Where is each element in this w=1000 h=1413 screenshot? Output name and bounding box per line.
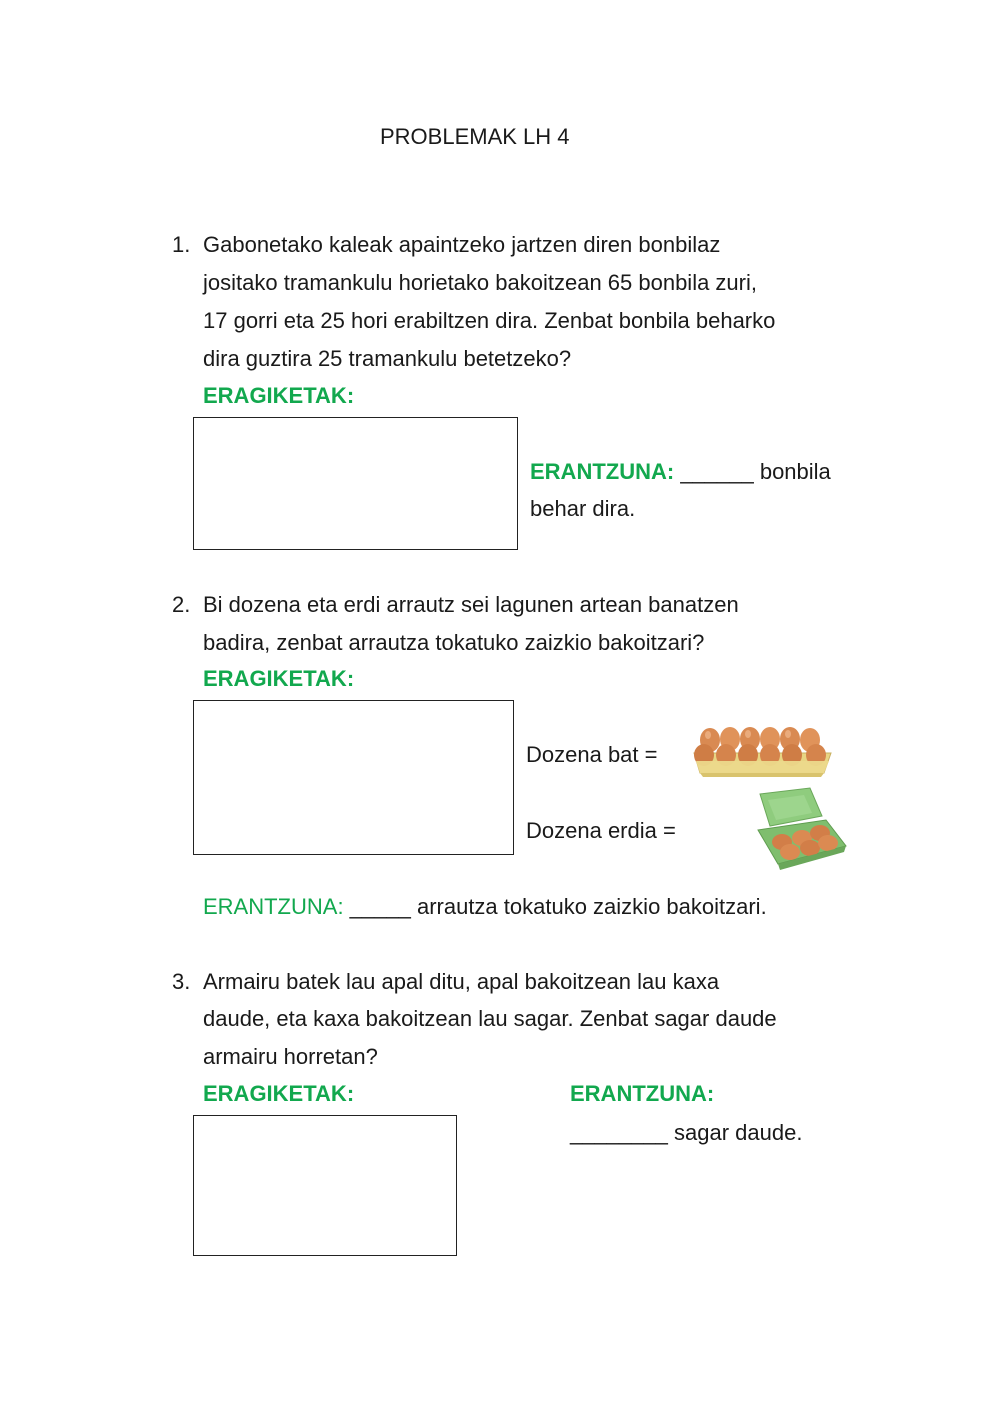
problem-3-answer-label: ERANTZUNA: <box>570 1081 715 1106</box>
problem-1-answer-label: ERANTZUNA: <box>530 459 675 484</box>
problem-1-line-1: Gabonetako kaleak apaintzeko jartzen diren bonbilaz <box>203 232 721 257</box>
problem-2-answer <box>203 894 767 920</box>
problem-2-answer-label: ERANTZUNA: <box>203 894 344 919</box>
problem-2-operations-label: ERAGIKETAK: <box>203 666 355 691</box>
problem-1-number: 1. <box>172 232 191 257</box>
problem-2-line-2: badira, zenbat arrautza tokatuko zaizkio bakoitzari? <box>203 630 705 655</box>
problem-3-answer-text[interactable]: ________ sagar daude. <box>570 1120 803 1145</box>
page-title: PROBLEMAK LH 4 <box>380 124 570 149</box>
problem-2-operations-box[interactable] <box>193 700 514 855</box>
egg-carton-dozen-icon <box>690 723 835 779</box>
dozen-label: Dozena bat = <box>526 742 658 767</box>
problem-1-line-3: 17 gorri eta 25 hori erabiltzen dira. Zenbat bonbila beharko <box>203 308 776 333</box>
problem-3-line-1: Armairu batek lau apal ditu, apal bakoitzean lau kaxa <box>203 969 720 994</box>
problem-3-operations-box[interactable] <box>193 1115 457 1256</box>
problem-2-line-1: Bi dozena eta erdi arrautz sei lagunen artean banatzen <box>203 592 739 617</box>
problem-1-answer-line-1 <box>530 459 831 485</box>
problem-2-answer-text[interactable]: _____ arrautza tokatuko zaizkio bakoitzari. <box>343 894 767 919</box>
problem-2-number: 2. <box>172 592 191 617</box>
problem-1-operations-box[interactable] <box>193 417 518 550</box>
problem-3-operations-label: ERAGIKETAK: <box>203 1081 355 1106</box>
half-dozen-label: Dozena erdia = <box>526 818 676 843</box>
problem-1-operations-label: ERAGIKETAK: <box>203 383 355 408</box>
problem-1-line-4: dira guztira 25 tramankulu betetzeko? <box>203 346 572 371</box>
problem-3-line-2: daude, eta kaxa bakoitzean lau sagar. Zenbat sagar daude <box>203 1006 777 1031</box>
problem-1-line-2: jositako tramankulu horietako bakoitzean 65 bonbila zuri, <box>203 270 757 295</box>
problem-1-answer-blank[interactable]: ______ bonbila <box>674 459 831 484</box>
egg-carton-half-dozen-icon <box>748 786 850 870</box>
problem-1-answer-line-2: behar dira. <box>530 496 636 521</box>
problem-3-number: 3. <box>172 969 191 994</box>
problem-3-line-3: armairu horretan? <box>203 1044 378 1069</box>
